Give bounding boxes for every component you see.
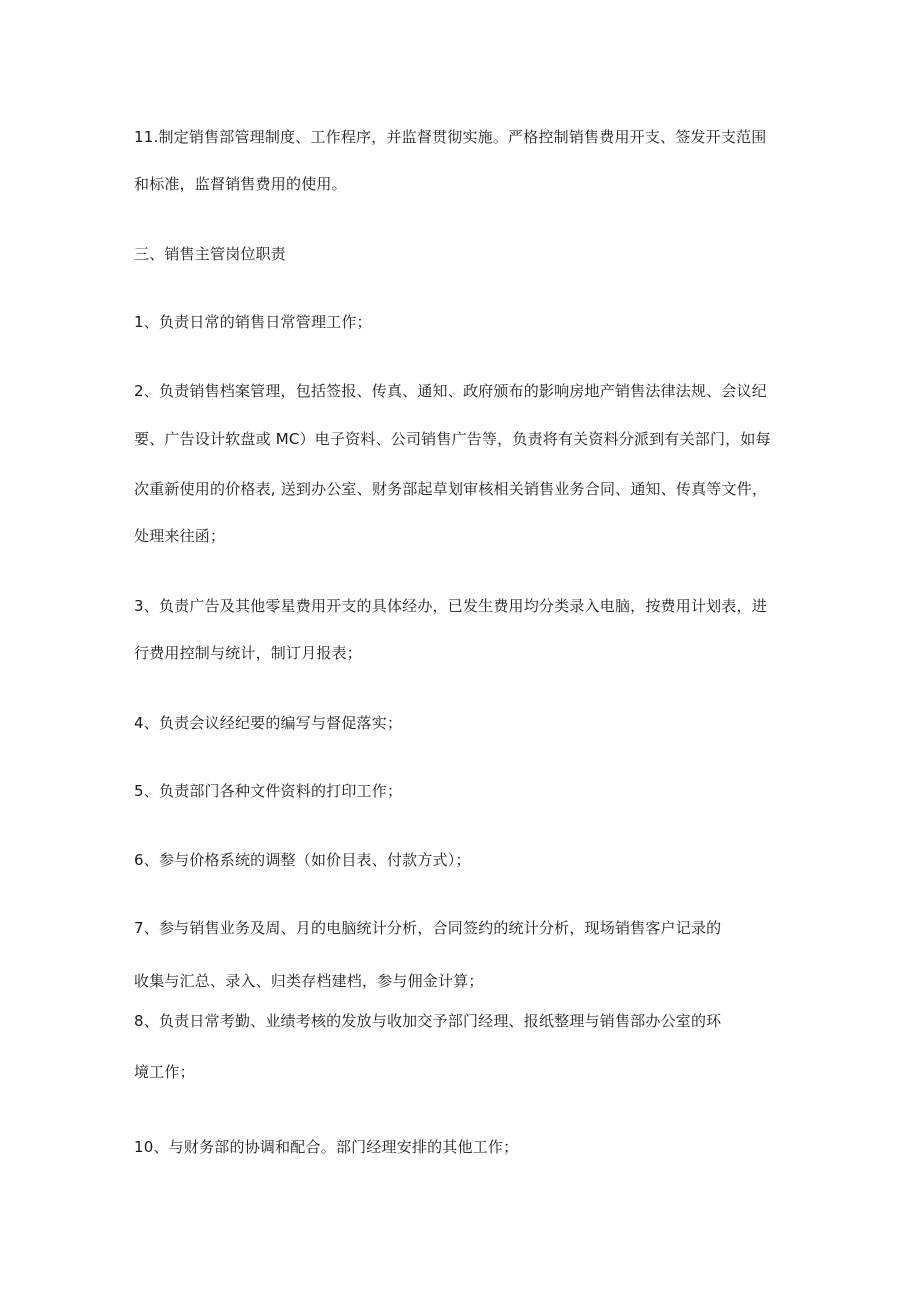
text-line-14: 7、参与销售业务及周、月的电脑统计分析，合同签约的统计分析，现场销售客户记录的	[134, 919, 722, 937]
text-line-11: 4、负责会议经纪要的编写与督促落实；	[134, 714, 403, 732]
text-line-17: 境工作；	[134, 1063, 195, 1081]
text-line-10: 行费用控制与统计，制订月报表；	[134, 644, 363, 662]
text-line-9: 3、负责广告及其他零星费用开支的具体经办，已发生费用均分类录入电脑，按费用计划表，进	[134, 597, 767, 615]
text-line-2: 和标准，监督销售费用的使用。	[134, 175, 347, 193]
text-line-16: 8、负责日常考勤、业绩考核的发放与收加交予部门经理、报纸整理与销售部办公室的环	[134, 1012, 722, 1030]
section-heading: 三、销售主管岗位职责	[134, 245, 287, 263]
text-line-5: 2、负责销售档案管理，包括签报、传真、通知、政府颁布的影响房地产销售法律法规、会议纪	[134, 382, 767, 400]
text-line-18: 10、与财务部的协调和配合。部门经理安排的其他工作；	[134, 1138, 519, 1156]
text-line-6: 要、广告设计软盘或 MC）电子资料、公司销售广告等，负责将有关资料分派到有关部门，如每	[134, 430, 771, 448]
text-line-7: 次重新使用的价格表, 送到办公室、财务部起草划审核相关销售业务合同、通知、传真等文件，	[134, 480, 768, 498]
text-line-1: 11.制定销售部管理制度、工作程序，并监督贯彻实施。严格控制销售费用开支、签发开支范围	[134, 128, 767, 146]
text-line-4: 1、负责日常的销售日常管理工作；	[134, 313, 372, 331]
text-line-15: 收集与汇总、录入、归类存档建档，参与佣金计算；	[134, 972, 484, 990]
text-line-13: 6、参与价格系统的调整（如价目表、付款方式）；	[134, 851, 471, 869]
text-line-12: 5、负责部门各种文件资料的打印工作；	[134, 782, 403, 800]
text-line-8: 处理来往函；	[134, 527, 226, 545]
